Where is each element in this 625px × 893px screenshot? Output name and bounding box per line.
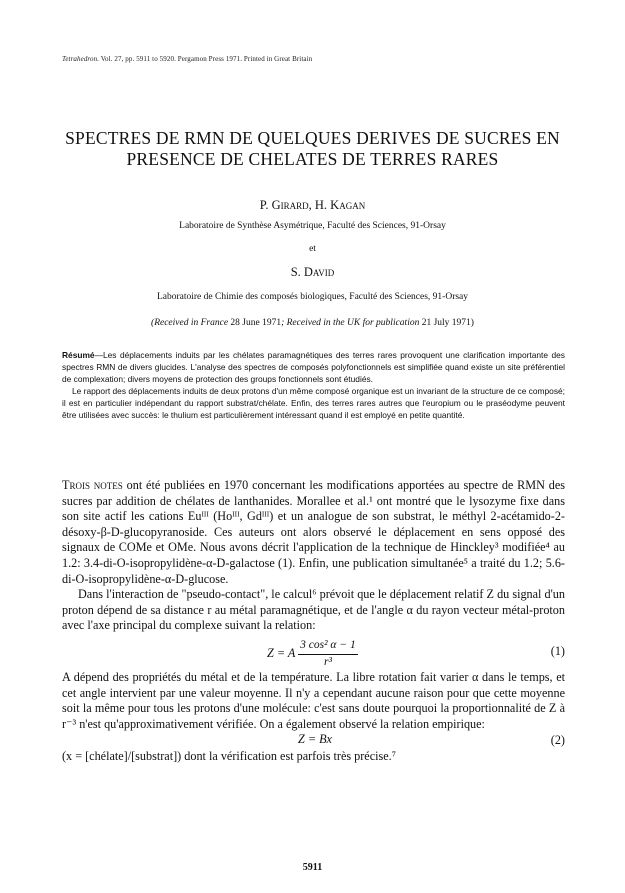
body-paragraph-1	[62, 478, 565, 587]
received-uk-date: 21 July 1971)	[421, 318, 474, 328]
equation-2	[62, 732, 565, 749]
equation-2-expression: Z = Bx	[298, 732, 332, 747]
body-paragraph-4: (x = [chélate]/[substrat]) dont la vérification est parfois très précise.⁷	[62, 749, 396, 764]
article-body	[62, 478, 565, 765]
equation-1-lhs: Z = A	[267, 645, 296, 660]
body-paragraph-3: A dépend des propriétés du métal et de la température. La libre rotation fait varier α dans le temps, et cet angle intervient par une valeur moyenne. Il n'y a cependant aucune raison pour que cette moyenne soit la même pour tous les protons d'une molécule: c'est sans doute pourquoi la proportionnalité de Z à r⁻³ n'est qu'approximativement vérifiée. On a également observé la relation empirique:	[62, 669, 565, 731]
equation-1-label: (1)	[550, 643, 565, 658]
equation-1-numerator: 3 cos² α − 1	[298, 638, 358, 655]
equation-2-label: (2)	[550, 733, 565, 748]
abstract	[62, 349, 565, 421]
equation-1	[62, 634, 565, 670]
equation-1-fraction	[298, 638, 358, 670]
and-separator: et	[309, 244, 316, 254]
abstract-paragraph-2: Le rapport des déplacements induits de deux protons d'un même composé organique est un invariant de la structure de ce composé; il est en particulier indépendant du rapport substrat/chélate. Enfin, des terres rares autres que l'europium ou le praséodyme peuvent être utilisées avec succès: le thulium est particulièrement intéressant quand il est employé en petite quantité.	[62, 386, 565, 420]
received-dates	[60, 318, 565, 328]
lead-in: Trois notes	[62, 478, 123, 492]
affiliation-2: Laboratoire de Chimie des composés biologiques, Faculté des Sciences, 91-Orsay	[156, 292, 469, 302]
abstract-text-1: —Les déplacements induits par les chélates paramagnétiques des terres rares provoquent une clarification importante des spectres RMN de divers glucides. L'analyse des spectres de composés polyfonctionnels est simplifiée quand existe un site préférentiel de complexation; divers moyens de protection des groups fonctionnels sont étudiés.	[62, 350, 565, 384]
body-paragraph-2: Dans l'interaction de "pseudo-contact", le calcul⁶ prévoit que le déplacement relatif Z du signal d'un proton dépend de sa distance r au métal paramagnétique, et de l'angle α du rayon vecteur métal-proton avec l'axe principal du complexe suivant la relation:	[62, 587, 565, 633]
body-text-1: ont été publiées en 1970 concernant les modifications apportées au spectre de RMN des sucres par addition de chélates de lanthanides. Morallee et al.¹ ont montré que le lysozyme fixe dans son site actif les cations Euᴵᴵᴵ (Hoᴵᴵᴵ, Gdᴵᴵᴵ) et un analogue de son substrat, le méthyl 2-acétamido-2-désoxy-β-D-glucopyranoside. Ces auteurs ont alors observé le déplacement en sens opposé des signaux de COMe et OMe. Nous avons décrit l'application de la technique de Hinckley³ modifiée⁴ au 1.2: 3.4-di-O-isopropylidène-α-D-galactose (1). Enfin, une publication simultanée⁵ a traité du 1.2; 5.6-di-O-isopropylidène-α-D-glucose.	[62, 478, 566, 586]
received-uk-label: ; Received in the UK for publication	[281, 318, 420, 328]
authors: P. Girard, H. Kagan	[259, 198, 366, 212]
article-title: SPECTRES DE RMN DE QUELQUES DERIVES DE SUCRES EN PRESENCE DE CHELATES DE TERRES RARES	[65, 128, 560, 169]
received-france-date: 28 June 1971	[230, 318, 282, 328]
journal-citation: Vol. 27, pp. 5911 to 5920. Pergamon Press 1971. Printed in Great Britain	[100, 55, 313, 63]
page-number: 5911	[302, 862, 323, 873]
affiliation-1: Laboratoire de Synthèse Asymétrique, Faculté des Sciences, 91-Orsay	[179, 221, 446, 231]
abstract-keyword: Résumé	[62, 350, 95, 360]
equation-1-denominator: r³	[323, 655, 332, 668]
equation-1-expression	[267, 638, 358, 670]
abstract-paragraph-1	[62, 349, 565, 385]
journal-name: Tetrahedron.	[62, 55, 100, 63]
received-france-label: (Received in France	[151, 318, 229, 328]
running-header	[62, 55, 312, 63]
author-2: S. David	[290, 265, 335, 279]
